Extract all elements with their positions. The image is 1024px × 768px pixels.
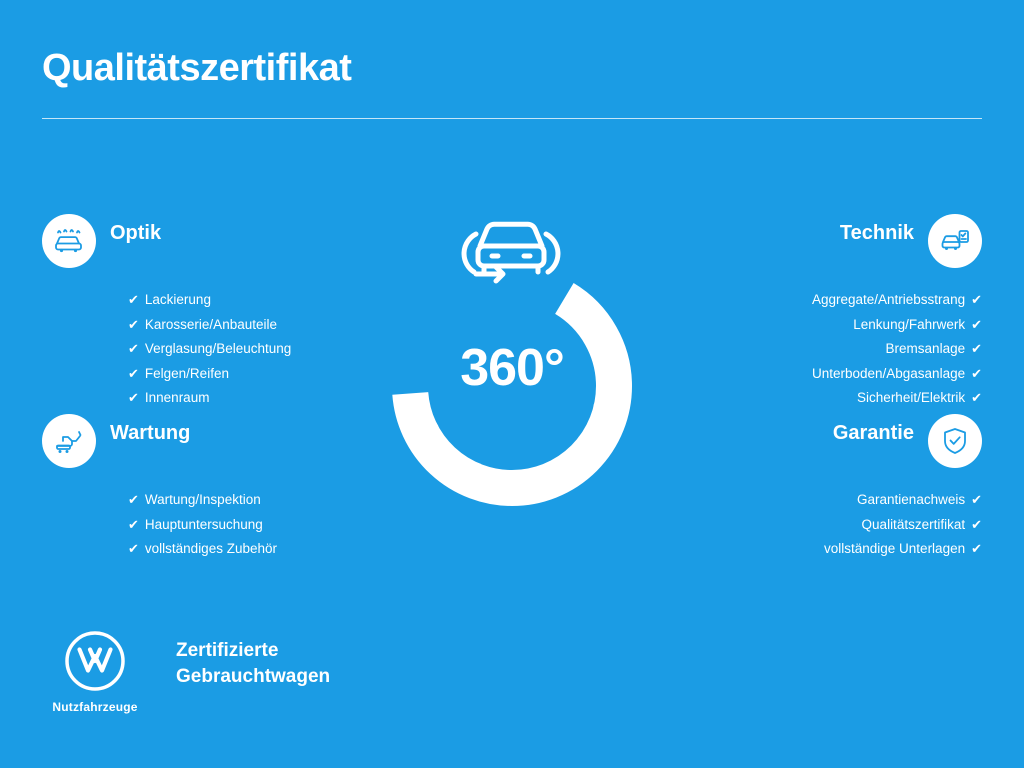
section-optik [42, 212, 392, 411]
section-garantie-header [632, 412, 982, 470]
check-icon: ✔ [128, 316, 139, 332]
list-item [632, 337, 982, 362]
list-item-label: Innenraum [144, 390, 210, 405]
list-item-label: Karosserie/Anbauteile [144, 316, 277, 332]
list-item [632, 513, 982, 538]
section-wartung-list [42, 488, 392, 562]
list-item [128, 337, 392, 362]
check-icon: ✔ [971, 541, 982, 556]
list-item [632, 313, 982, 338]
section-optik-header [42, 212, 392, 270]
section-garantie-title-wrap [632, 423, 914, 460]
section-optik-title: Optik [110, 221, 162, 244]
list-item-label: Aggregate/Antriebsstrang [811, 292, 966, 307]
list-item [128, 288, 392, 313]
list-item [128, 537, 392, 562]
header-divider [42, 118, 982, 119]
list-item-label: Lenkung/Fahrwerk [853, 316, 966, 332]
check-icon: ✔ [971, 341, 982, 356]
check-icon: ✔ [971, 292, 982, 307]
section-wartung-title: Wartung [110, 421, 191, 444]
list-item-label: Hauptuntersuchung [144, 516, 263, 532]
footer [42, 630, 330, 714]
check-icon: ✔ [128, 341, 139, 356]
section-garantie-title: Garantie [832, 421, 914, 444]
list-item [128, 513, 392, 538]
section-technik [632, 212, 982, 411]
footer-tagline-line2: Gebrauchtwagen [176, 665, 331, 687]
section-wartung-header [42, 412, 392, 470]
section-garantie-list [632, 488, 982, 562]
check-icon: ✔ [128, 516, 139, 532]
footer-tagline [176, 630, 330, 689]
section-technik-header [632, 212, 982, 270]
oil-can-icon [42, 414, 96, 468]
brand-logo [42, 630, 148, 714]
list-item [128, 362, 392, 387]
list-item [632, 288, 982, 313]
section-technik-title-wrap [632, 223, 914, 260]
list-item [128, 313, 392, 338]
check-icon: ✔ [128, 492, 139, 507]
list-item-label: Garantienachweis [857, 492, 966, 507]
check-icon: ✔ [128, 365, 139, 381]
check-icon: ✔ [971, 365, 982, 381]
check-icon: ✔ [128, 390, 139, 405]
list-item [632, 386, 982, 411]
list-item [632, 362, 982, 387]
car-wash-icon [42, 214, 96, 268]
list-item-label: Wartung/Inspektion [144, 492, 261, 507]
list-item-label: Lackierung [144, 292, 211, 307]
list-item [632, 537, 982, 562]
shield-check-icon [928, 414, 982, 468]
check-icon: ✔ [971, 492, 982, 507]
list-item-label: vollständiges Zubehör [144, 541, 277, 556]
check-icon: ✔ [128, 292, 139, 307]
check-icon: ✔ [971, 316, 982, 332]
list-item-label: Felgen/Reifen [144, 365, 229, 381]
list-item [632, 488, 982, 513]
page-title: Qualitätszertifikat [42, 47, 352, 89]
list-item-label: Bremsanlage [885, 341, 966, 356]
section-technik-title: Technik [839, 221, 914, 244]
footer-tagline-line1: Zertifizierte [176, 640, 279, 661]
vw-logo-icon [64, 630, 126, 692]
section-optik-title-wrap [110, 223, 392, 260]
section-optik-list [42, 288, 392, 411]
check-icon: ✔ [971, 516, 982, 532]
section-wartung-title-wrap [110, 423, 392, 460]
list-item-label: Qualitätszertifikat [861, 516, 966, 532]
list-item [128, 386, 392, 411]
brand-sublabel: Nutzfahrzeuge [52, 700, 138, 714]
section-technik-list [632, 288, 982, 411]
list-item-label: vollständige Unterlagen [824, 541, 966, 556]
list-item [128, 488, 392, 513]
badge-360-check [362, 186, 662, 506]
list-item-label: Unterboden/Abgasanlage [811, 365, 966, 381]
badge-degree-label: 360° [460, 339, 564, 397]
check-icon: ✔ [128, 541, 139, 556]
list-item-label: Sicherheit/Elektrik [857, 390, 966, 405]
badge-arc-text: Gebrauchtwagen-Check [404, 393, 620, 495]
check-icon: ✔ [971, 390, 982, 405]
section-wartung [42, 412, 392, 562]
checklist-car-icon [928, 214, 982, 268]
section-garantie [632, 412, 982, 562]
list-item-label: Verglasung/Beleuchtung [144, 341, 292, 356]
header [42, 48, 982, 119]
